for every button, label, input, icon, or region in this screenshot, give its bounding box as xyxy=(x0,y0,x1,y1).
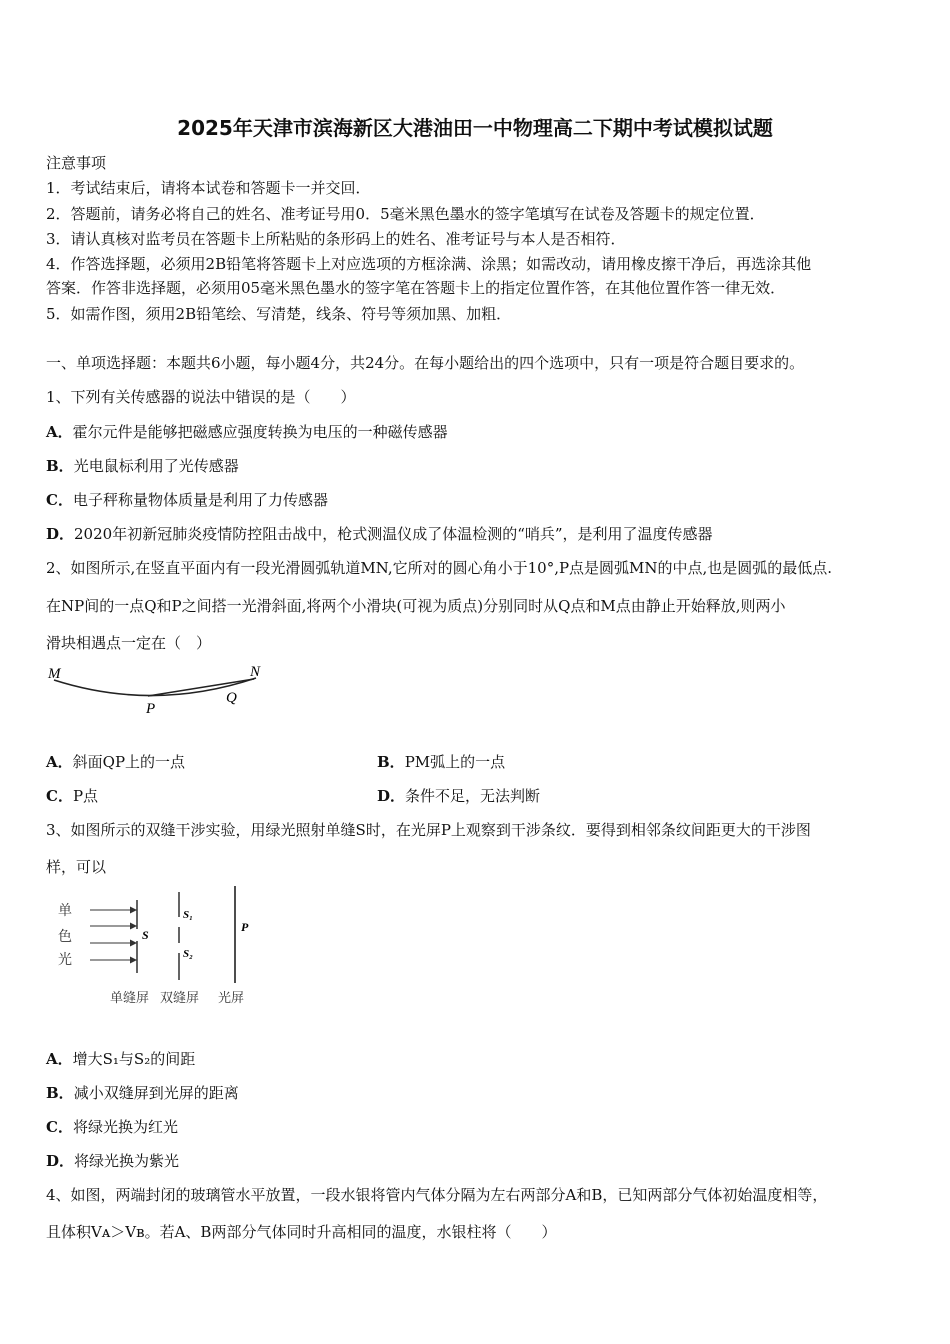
option-letter: D． xyxy=(46,1152,75,1170)
notice-item: 3．请认真核对监考员在答题卡上所粘贴的条形码上的姓名、准考证号与本人是否相符． xyxy=(46,230,626,248)
option-letter: A． xyxy=(46,1050,73,1068)
option-text: 减小双缝屏到光屏的距离 xyxy=(73,1084,239,1102)
light-label: 色 xyxy=(58,930,72,945)
option-text: P点 xyxy=(72,787,99,805)
q4-stem-line: 且体积Vᴀ＞Vʙ。若A、B两部分气体同时升高相同的温度，水银柱将（ ） xyxy=(46,1223,557,1241)
label-p: P xyxy=(241,920,249,934)
option-text: 斜面QP上的一点 xyxy=(72,753,186,771)
option-text: 条件不足，无法判断 xyxy=(405,787,541,805)
q4-stem-line: 4、如图，两端封闭的玻璃管水平放置，一段水银将管内气体分隔为左右两部分A和B，已知两部分气体初始温度相等， xyxy=(46,1186,828,1204)
light-label: 单 xyxy=(58,904,72,919)
option-text: 将绿光换为红光 xyxy=(72,1118,178,1136)
q3-option-c xyxy=(46,1116,178,1137)
double-slit-figure xyxy=(44,880,264,1010)
q1-stem: 1、下列有关传感器的说法中错误的是（ ） xyxy=(46,388,356,406)
option-letter: D． xyxy=(46,525,75,543)
option-text: 霍尔元件是能够把磁感应强度转换为电压的一种磁传感器 xyxy=(72,423,448,441)
option-text: PM弧上的一点 xyxy=(404,753,506,771)
option-text: 2020年初新冠肺炎疫情防控阻击战中，枪式测温仪成了体温检测的“哨兵”，是利用了温度传感器 xyxy=(74,525,713,543)
q2-option-b xyxy=(377,751,505,772)
option-letter: A． xyxy=(46,423,73,441)
notice-item: 2．答题前，请务必将自己的姓名、准考证号用0．5毫米黑色墨水的签字笔填写在试卷及答题卡的规定位置． xyxy=(46,205,765,223)
q3-option-d xyxy=(46,1150,179,1171)
q2-stem-line: 2、如图所示,在竖直平面内有一段光滑圆弧轨道MN,它所对的圆心角小于10°,P点是圆弧MN的中点,也是圆弧的最低点. xyxy=(46,559,833,577)
q2-stem-line: 滑块相遇点一定在（ ） xyxy=(46,634,212,652)
q1-option-b xyxy=(46,455,239,476)
page-title: 2025年天津市滨海新区大港油田一中物理高二下期中考试模拟试题 xyxy=(177,116,773,140)
q3-option-a xyxy=(46,1048,195,1069)
q2-option-a xyxy=(46,751,185,772)
label-s2: S₂ xyxy=(183,948,193,960)
label-p: P xyxy=(146,701,156,717)
notice-item: 5．如需作图，须用2B铅笔绘、写清楚，线条、符号等须加黑、加粗． xyxy=(46,305,512,323)
screen-label: 单缝屏 xyxy=(110,990,150,1005)
section-heading: 一、单项选择题：本题共6小题，每小题4分，共24分。在每小题给出的四个选项中，只有一项是符合题目要求的。 xyxy=(46,354,805,372)
label-q: Q xyxy=(226,690,237,706)
option-letter: B． xyxy=(377,753,405,771)
option-text: 将绿光换为紫光 xyxy=(74,1152,180,1170)
option-letter: C． xyxy=(46,491,73,509)
screen-label: 光屏 xyxy=(218,990,245,1005)
q2-stem-line: 在NP间的一点Q和P之间搭一光滑斜面,将两个小滑块(可视为质点)分别同时从Q点和M点由静止开始释放,则两小 xyxy=(46,597,786,615)
option-text: 增大S₁与S₂的间距 xyxy=(72,1050,196,1068)
incline-qp xyxy=(148,679,254,696)
label-s1: S₁ xyxy=(183,909,193,921)
screen-label: 双缝屏 xyxy=(160,990,200,1005)
label-n: N xyxy=(250,664,261,680)
q2-option-c xyxy=(46,785,98,806)
q3-option-b xyxy=(46,1082,239,1103)
option-letter: C． xyxy=(46,1118,73,1136)
label-m: M xyxy=(48,666,61,682)
option-text: 光电鼠标利用了光传感器 xyxy=(73,457,239,475)
notice-heading: 注意事项 xyxy=(46,154,107,172)
notice-item: 4．作答选择题，必须用2B铅笔将答题卡上对应选项的方框涂满、涂黑；如需改动，请用橡皮擦干净后，再选涂其他 xyxy=(46,255,812,273)
option-letter: C． xyxy=(46,787,73,805)
q1-option-a xyxy=(46,421,448,442)
option-letter: A． xyxy=(46,753,73,771)
q1-option-d xyxy=(46,523,713,544)
q3-stem-line: 3、如图所示的双缝干涉实验，用绿光照射单缝S时，在光屏P上观察到干涉条纹．要得到相邻条纹间距更大的干涉图 xyxy=(46,821,811,839)
arc-track-figure xyxy=(44,660,274,720)
q1-option-c xyxy=(46,489,328,510)
light-label: 光 xyxy=(58,953,72,968)
q2-option-d xyxy=(377,785,540,806)
option-letter: D． xyxy=(377,787,406,805)
option-letter: B． xyxy=(46,1084,74,1102)
option-text: 电子秤称量物体质量是利用了力传感器 xyxy=(72,491,328,509)
notice-item: 1．考试结束后，请将本试卷和答题卡一并交回． xyxy=(46,179,371,197)
notice-item: 答案．作答非选择题，必须用05毫米黑色墨水的签字笔在答题卡上的指定位置作答，在其他位置作答一律无效． xyxy=(46,279,786,297)
option-letter: B． xyxy=(46,457,74,475)
q3-stem-line: 样，可以 xyxy=(46,858,107,876)
label-s: S xyxy=(142,928,149,942)
